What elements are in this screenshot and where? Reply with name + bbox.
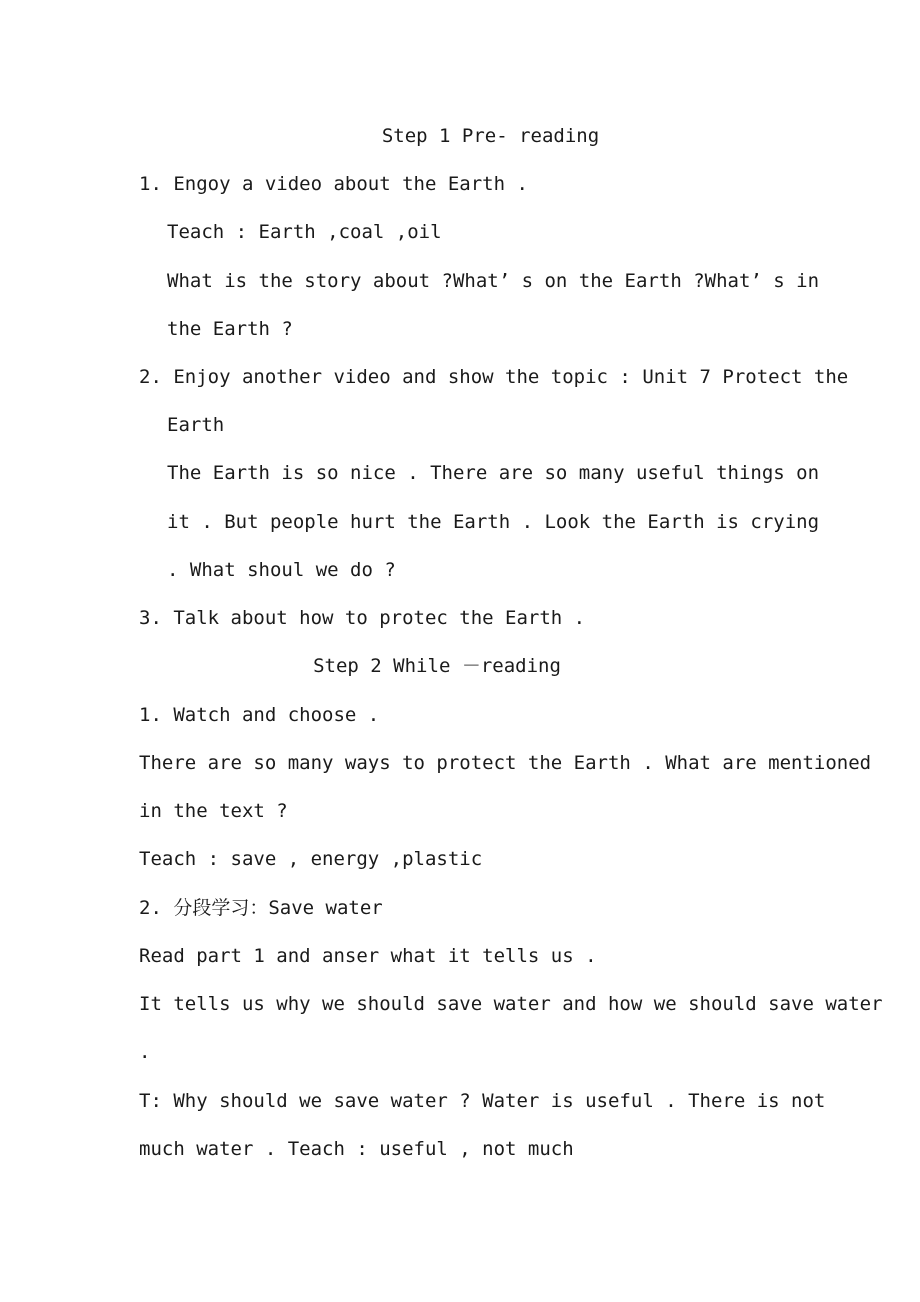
step2-item-1-text-line-2: in the text ?	[139, 800, 288, 822]
step2-item-1-text-line-1: There are so many ways to protect the Earth . What are mentioned	[139, 752, 872, 774]
step1-item-1: 1. Engoy a video about the Earth .	[139, 173, 528, 195]
step1-item-1-question-line-1: What is the story about ?What’ s on the Earth ?What’ s in	[167, 270, 820, 292]
step2-item-1-teach: Teach : save , energy ,plastic	[139, 848, 483, 870]
step1-heading: Step 1 Pre- reading	[381, 125, 600, 147]
step1-item-2-text-line-3: . What shoul we do ?	[167, 559, 396, 581]
step1-item-3: 3. Talk about how to protec the Earth .	[139, 607, 586, 629]
step2-item-2: 2. 分段学习：Save water	[139, 897, 383, 919]
step2-item-2-t-line-1: T: Why should we save water ? Water is useful . There is not	[139, 1090, 826, 1112]
step1-item-2-line-1: 2. Enjoy another video and show the topic : Unit 7 Protect the	[139, 366, 849, 388]
step2-item-1: 1. Watch and choose .	[139, 704, 380, 726]
step2-heading: Step 2 While －reading	[313, 655, 561, 677]
step1-item-2-line-2: Earth	[167, 414, 225, 436]
step1-item-2-text-line-1: The Earth is so nice . There are so many useful things on	[167, 462, 820, 484]
step2-item-2-answer-line-1: It tells us why we should save water and how we should save water	[139, 993, 883, 1015]
step1-item-1-question-line-2: the Earth ?	[167, 318, 293, 340]
step2-item-2-answer-line-2: .	[139, 1041, 151, 1063]
step2-item-2-read: Read part 1 and anser what it tells us .	[139, 945, 597, 967]
step1-item-1-teach: Teach : Earth ,coal ,oil	[167, 221, 442, 243]
step1-item-2-text-line-2: it . But people hurt the Earth . Look the Earth is crying	[167, 511, 820, 533]
step2-item-2-t-line-2: much water . Teach : useful , not much	[139, 1138, 574, 1160]
